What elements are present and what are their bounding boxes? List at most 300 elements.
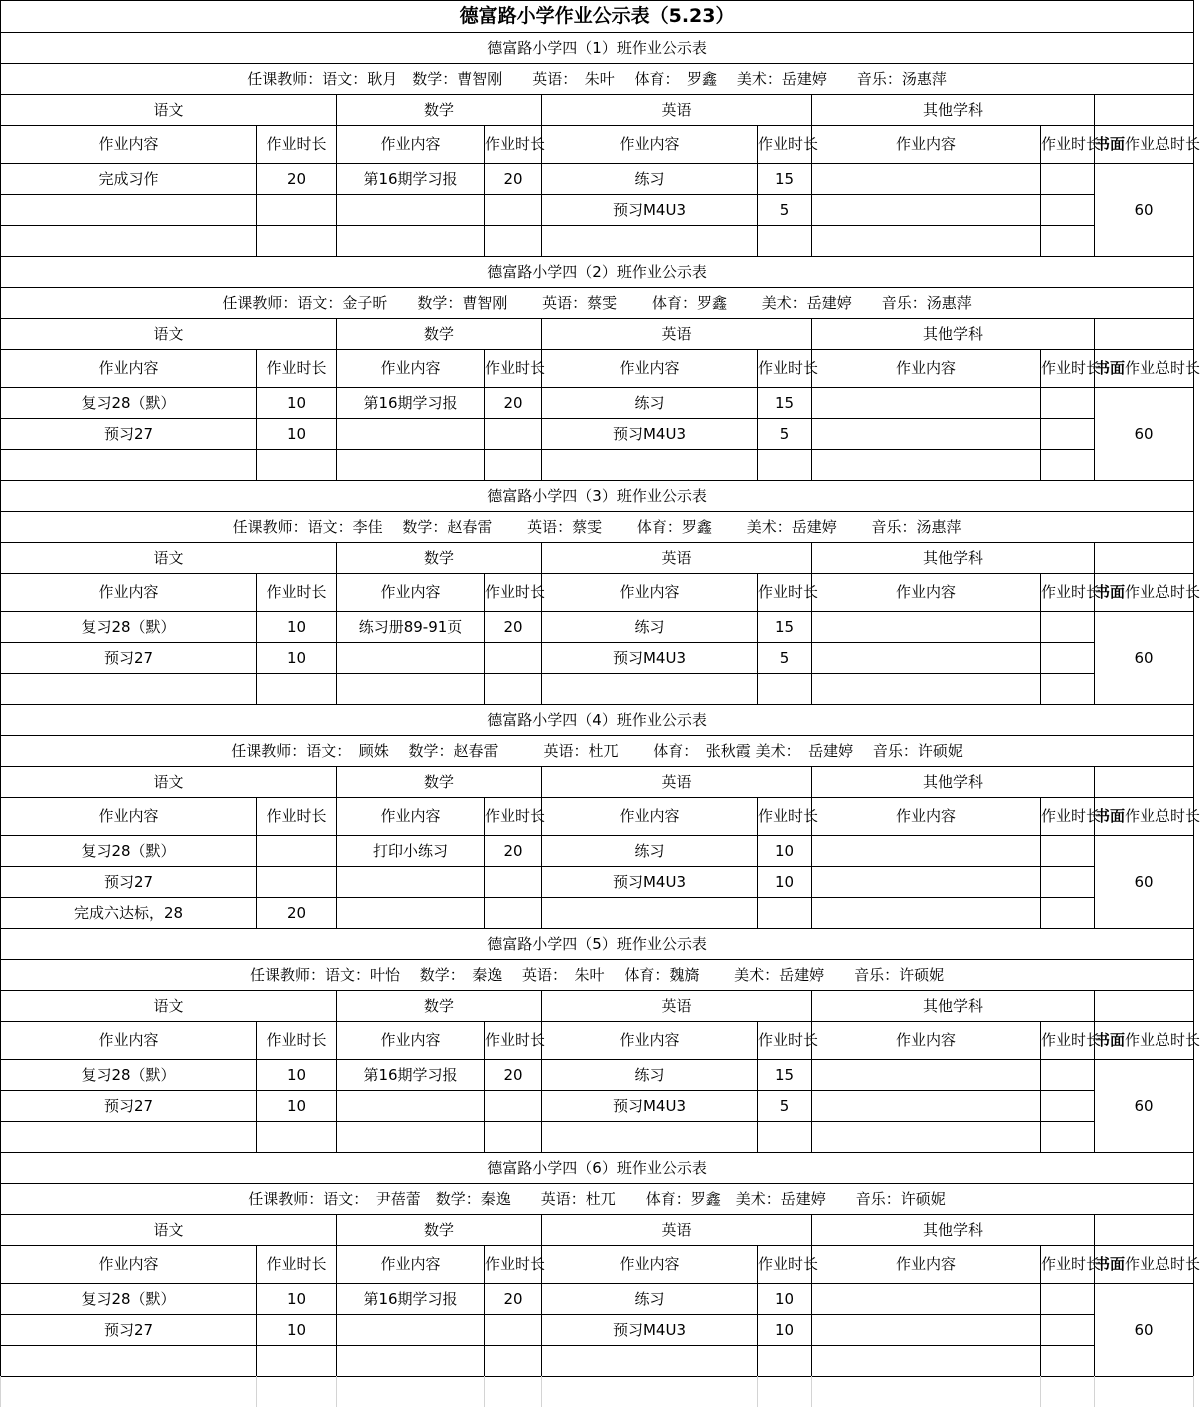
homework-row: [1, 164, 1194, 195]
column-header-row: [1, 350, 1194, 388]
header-total-rest: 作业总时长: [1125, 1255, 1200, 1273]
header-content: 作业内容: [542, 126, 758, 164]
header-duration: 作业时长: [257, 798, 337, 836]
column-header-row: [1, 1246, 1194, 1284]
english-task: [542, 898, 758, 929]
math-time: [485, 1315, 542, 1346]
math-time: 20: [485, 164, 542, 195]
subject-header-row: [1, 95, 1194, 126]
math-time: 20: [485, 388, 542, 419]
subject-header-math: 数学: [337, 991, 542, 1022]
teachers-row: [1, 64, 1194, 95]
homework-row: [1, 450, 1194, 481]
total-duration: 60: [1095, 1060, 1194, 1153]
chinese-time: 10: [257, 419, 337, 450]
class-title-row: [1, 257, 1194, 288]
gridline: [484, 1376, 485, 1407]
english-time: [758, 898, 812, 929]
teachers-line: 任课教师：语文：耿月 数学：曹智刚 英语： 朱叶 体育： 罗鑫 美术：岳建婷 音乐：汤惠萍: [1, 64, 1194, 95]
header-content: 作业内容: [542, 574, 758, 612]
english-task: 预习M4U3: [542, 195, 758, 226]
english-time: 15: [758, 388, 812, 419]
chinese-time: [257, 867, 337, 898]
chinese-time: 10: [257, 643, 337, 674]
sheet-title: 德富路小学作业公示表（5.23）: [1, 1, 1194, 33]
teachers-row: [1, 1184, 1194, 1215]
header-total-duration: [1095, 350, 1200, 388]
teachers-line: 任课教师：语文：金子昕 数学：曹智刚 英语：蔡雯 体育：罗鑫 美术：岳建婷 音乐：汤惠萍: [1, 288, 1194, 319]
math-time: [485, 867, 542, 898]
header-total-rest: 作业总时长: [1125, 135, 1200, 153]
math-time: [485, 226, 542, 257]
other-time: [1041, 612, 1095, 643]
chinese-time: 10: [257, 388, 337, 419]
subject-header-row: [1, 767, 1194, 798]
subject-header-row: [1, 991, 1194, 1022]
subject-header-row: [1, 319, 1194, 350]
english-time: [758, 1346, 812, 1377]
chinese-task: [1, 450, 257, 481]
math-task: [337, 226, 485, 257]
class-title: 德富路小学四（1）班作业公示表: [1, 33, 1194, 64]
chinese-task: 复习28（默）: [1, 1284, 257, 1315]
header-total-bold: 书面: [1095, 1255, 1126, 1273]
chinese-time: 20: [257, 164, 337, 195]
header-total-duration: [1095, 126, 1200, 164]
header-total-bold: 书面: [1095, 1031, 1126, 1049]
teachers-line: 任课教师：语文： 顾姝 数学：赵春雷 英语：杜兀 体育： 张秋霞 美术： 岳建婷 音乐：许硕妮: [1, 736, 1194, 767]
header-content: 作业内容: [812, 798, 1041, 836]
homework-row: [1, 1060, 1194, 1091]
homework-row: [1, 612, 1194, 643]
math-task: 第16期学习报: [337, 164, 485, 195]
english-task: 练习: [542, 164, 758, 195]
other-task: [812, 1060, 1041, 1091]
header-duration: 作业时长: [1041, 350, 1095, 388]
header-duration: 作业时长: [1041, 574, 1095, 612]
subject-header-row: [1, 543, 1194, 574]
english-time: [758, 1122, 812, 1153]
math-task: 第16期学习报: [337, 1284, 485, 1315]
subject-header-other: 其他学科: [812, 767, 1095, 798]
column-header-row: [1, 574, 1194, 612]
other-time: [1041, 1284, 1095, 1315]
sheet-title-row: [1, 1, 1194, 33]
chinese-time: 10: [257, 1060, 337, 1091]
header-duration: 作业时长: [485, 350, 542, 388]
homework-row: [1, 1315, 1194, 1346]
header-content: 作业内容: [337, 1246, 485, 1284]
chinese-time: 10: [257, 1315, 337, 1346]
english-time: 10: [758, 836, 812, 867]
math-time: 20: [485, 1284, 542, 1315]
other-time: [1041, 643, 1095, 674]
other-task: [812, 226, 1041, 257]
header-total-bold: 书面: [1095, 359, 1126, 377]
english-time: 5: [758, 1091, 812, 1122]
column-header-row: [1, 798, 1194, 836]
chinese-task: [1, 1346, 257, 1377]
class-title-row: [1, 1153, 1194, 1184]
header-content: 作业内容: [1, 1246, 257, 1284]
empty-grid-tail: [0, 1376, 1193, 1407]
header-duration: 作业时长: [485, 798, 542, 836]
english-task: [542, 1346, 758, 1377]
header-duration: 作业时长: [485, 1022, 542, 1060]
other-task: [812, 1315, 1041, 1346]
header-duration: 作业时长: [257, 126, 337, 164]
subject-header-blank: [1095, 767, 1194, 798]
header-total-duration: [1095, 1246, 1200, 1284]
subject-header-chinese: 语文: [1, 767, 337, 798]
math-task: 打印小练习: [337, 836, 485, 867]
header-total-bold: 书面: [1095, 135, 1126, 153]
subject-header-chinese: 语文: [1, 543, 337, 574]
math-task: 第16期学习报: [337, 388, 485, 419]
header-total-duration: [1095, 798, 1200, 836]
english-time: 15: [758, 164, 812, 195]
total-duration: 60: [1095, 836, 1194, 929]
other-task: [812, 388, 1041, 419]
english-task: 预习M4U3: [542, 419, 758, 450]
english-task: 练习: [542, 388, 758, 419]
header-content: 作业内容: [542, 1246, 758, 1284]
math-time: [485, 674, 542, 705]
english-task: 预习M4U3: [542, 643, 758, 674]
header-content: 作业内容: [812, 1246, 1041, 1284]
header-content: 作业内容: [337, 350, 485, 388]
header-content: 作业内容: [812, 350, 1041, 388]
gridline: [541, 1376, 542, 1407]
other-time: [1041, 1060, 1095, 1091]
math-time: [485, 195, 542, 226]
subject-header-english: 英语: [542, 543, 812, 574]
other-task: [812, 1284, 1041, 1315]
other-time: [1041, 1091, 1095, 1122]
math-task: 练习册89-91页: [337, 612, 485, 643]
header-duration: 作业时长: [1041, 1022, 1095, 1060]
header-duration: 作业时长: [485, 574, 542, 612]
teachers-row: [1, 736, 1194, 767]
subject-header-english: 英语: [542, 319, 812, 350]
subject-header-blank: [1095, 319, 1194, 350]
total-duration: 60: [1095, 1284, 1194, 1377]
other-time: [1041, 898, 1095, 929]
gridline: [811, 1376, 812, 1407]
other-time: [1041, 388, 1095, 419]
subject-header-math: 数学: [337, 95, 542, 126]
math-time: 20: [485, 1060, 542, 1091]
chinese-task: 复习28（默）: [1, 836, 257, 867]
math-task: [337, 643, 485, 674]
other-time: [1041, 836, 1095, 867]
subject-header-row: [1, 1215, 1194, 1246]
teachers-line: 任课教师：语文：叶怡 数学： 秦逸 英语： 朱叶 体育：魏旖 美术：岳建婷 音乐：许硕妮: [1, 960, 1194, 991]
header-content: 作业内容: [337, 798, 485, 836]
math-task: [337, 898, 485, 929]
english-task: 练习: [542, 836, 758, 867]
other-task: [812, 643, 1041, 674]
header-duration: 作业时长: [758, 798, 812, 836]
subject-header-english: 英语: [542, 95, 812, 126]
chinese-task: [1, 1122, 257, 1153]
english-time: 5: [758, 419, 812, 450]
homework-row: [1, 1091, 1194, 1122]
subject-header-english: 英语: [542, 991, 812, 1022]
english-task: 练习: [542, 612, 758, 643]
header-total-rest: 作业总时长: [1125, 359, 1200, 377]
math-task: [337, 674, 485, 705]
english-time: 15: [758, 612, 812, 643]
math-task: [337, 1122, 485, 1153]
math-time: [485, 419, 542, 450]
class-title-row: [1, 481, 1194, 512]
english-task: [542, 450, 758, 481]
english-time: 5: [758, 195, 812, 226]
header-content: 作业内容: [812, 574, 1041, 612]
chinese-time: [257, 836, 337, 867]
teachers-row: [1, 288, 1194, 319]
other-task: [812, 1091, 1041, 1122]
english-time: 10: [758, 1315, 812, 1346]
english-time: [758, 674, 812, 705]
math-time: [485, 450, 542, 481]
english-time: 15: [758, 1060, 812, 1091]
math-time: [485, 898, 542, 929]
header-duration: 作业时长: [485, 126, 542, 164]
subject-header-math: 数学: [337, 543, 542, 574]
header-duration: 作业时长: [758, 1022, 812, 1060]
chinese-task: 预习27: [1, 1315, 257, 1346]
total-duration: 60: [1095, 612, 1194, 705]
english-task: 练习: [542, 1060, 758, 1091]
subject-header-other: 其他学科: [812, 991, 1095, 1022]
header-content: 作业内容: [1, 126, 257, 164]
subject-header-math: 数学: [337, 319, 542, 350]
subject-header-chinese: 语文: [1, 1215, 337, 1246]
math-task: [337, 867, 485, 898]
english-time: 10: [758, 867, 812, 898]
math-time: [485, 1091, 542, 1122]
subject-header-math: 数学: [337, 767, 542, 798]
class-title: 德富路小学四（6）班作业公示表: [1, 1153, 1194, 1184]
teachers-line: 任课教师：语文：李佳 数学：赵春雷 英语：蔡雯 体育：罗鑫 美术：岳建婷 音乐：汤惠萍: [1, 512, 1194, 543]
header-content: 作业内容: [1, 350, 257, 388]
other-task: [812, 164, 1041, 195]
subject-header-blank: [1095, 95, 1194, 126]
header-total-duration: [1095, 1022, 1200, 1060]
gridline: [256, 1376, 257, 1407]
header-content: 作业内容: [337, 126, 485, 164]
chinese-task: [1, 226, 257, 257]
subject-header-blank: [1095, 991, 1194, 1022]
class-title: 德富路小学四（5）班作业公示表: [1, 929, 1194, 960]
english-time: 5: [758, 643, 812, 674]
subject-header-english: 英语: [542, 1215, 812, 1246]
header-total-bold: 书面: [1095, 807, 1126, 825]
other-task: [812, 612, 1041, 643]
class-title: 德富路小学四（2）班作业公示表: [1, 257, 1194, 288]
math-time: [485, 1346, 542, 1377]
teachers-line: 任课教师：语文： 尹蓓蕾 数学：秦逸 英语：杜兀 体育：罗鑫 美术：岳建婷 音乐：许硕妮: [1, 1184, 1194, 1215]
homework-row: [1, 836, 1194, 867]
subject-header-other: 其他学科: [812, 95, 1095, 126]
math-task: [337, 1315, 485, 1346]
english-time: [758, 450, 812, 481]
gridline: [336, 1376, 337, 1407]
chinese-time: 20: [257, 898, 337, 929]
header-total-rest: 作业总时长: [1125, 807, 1200, 825]
chinese-time: 10: [257, 1091, 337, 1122]
teachers-row: [1, 960, 1194, 991]
chinese-time: [257, 226, 337, 257]
header-duration: 作业时长: [257, 574, 337, 612]
english-time: [758, 226, 812, 257]
homework-row: [1, 226, 1194, 257]
homework-row: [1, 1284, 1194, 1315]
english-task: 预习M4U3: [542, 1315, 758, 1346]
chinese-task: [1, 674, 257, 705]
chinese-task: 复习28（默）: [1, 388, 257, 419]
english-task: 预习M4U3: [542, 1091, 758, 1122]
header-duration: 作业时长: [758, 350, 812, 388]
header-content: 作业内容: [812, 126, 1041, 164]
header-content: 作业内容: [1, 798, 257, 836]
header-duration: 作业时长: [1041, 798, 1095, 836]
subject-header-chinese: 语文: [1, 319, 337, 350]
header-duration: 作业时长: [257, 1022, 337, 1060]
homework-row: [1, 867, 1194, 898]
math-time: [485, 643, 542, 674]
subject-header-blank: [1095, 1215, 1194, 1246]
chinese-time: [257, 674, 337, 705]
header-content: 作业内容: [812, 1022, 1041, 1060]
other-task: [812, 195, 1041, 226]
subject-header-other: 其他学科: [812, 543, 1095, 574]
chinese-task: 预习27: [1, 1091, 257, 1122]
column-header-row: [1, 126, 1194, 164]
chinese-task: 预习27: [1, 867, 257, 898]
chinese-task: [1, 195, 257, 226]
subject-header-chinese: 语文: [1, 991, 337, 1022]
other-time: [1041, 419, 1095, 450]
other-time: [1041, 867, 1095, 898]
homework-row: [1, 419, 1194, 450]
other-time: [1041, 1346, 1095, 1377]
class-title-row: [1, 33, 1194, 64]
other-time: [1041, 1315, 1095, 1346]
other-time: [1041, 674, 1095, 705]
header-duration: 作业时长: [1041, 1246, 1095, 1284]
subject-header-english: 英语: [542, 767, 812, 798]
chinese-time: [257, 1346, 337, 1377]
chinese-task: 完成习作: [1, 164, 257, 195]
column-header-row: [1, 1022, 1194, 1060]
chinese-time: 10: [257, 1284, 337, 1315]
math-task: [337, 195, 485, 226]
header-total-duration: [1095, 574, 1200, 612]
homework-row: [1, 1346, 1194, 1377]
header-duration: 作业时长: [1041, 126, 1095, 164]
header-content: 作业内容: [337, 574, 485, 612]
math-time: 20: [485, 612, 542, 643]
class-title: 德富路小学四（4）班作业公示表: [1, 705, 1194, 736]
header-total-bold: 书面: [1095, 583, 1126, 601]
homework-row: [1, 674, 1194, 705]
other-time: [1041, 226, 1095, 257]
total-duration: 60: [1095, 388, 1194, 481]
other-task: [812, 867, 1041, 898]
english-task: [542, 1122, 758, 1153]
chinese-task: 预习27: [1, 419, 257, 450]
class-title: 德富路小学四（3）班作业公示表: [1, 481, 1194, 512]
subject-header-chinese: 语文: [1, 95, 337, 126]
chinese-task: 预习27: [1, 643, 257, 674]
math-task: [337, 450, 485, 481]
header-duration: 作业时长: [257, 350, 337, 388]
homework-row: [1, 388, 1194, 419]
header-duration: 作业时长: [758, 126, 812, 164]
header-content: 作业内容: [542, 1022, 758, 1060]
header-total-rest: 作业总时长: [1125, 1031, 1200, 1049]
gridline: [1040, 1376, 1041, 1407]
math-task: 第16期学习报: [337, 1060, 485, 1091]
homework-row: [1, 1122, 1194, 1153]
subject-header-other: 其他学科: [812, 319, 1095, 350]
header-content: 作业内容: [337, 1022, 485, 1060]
math-task: [337, 1091, 485, 1122]
math-task: [337, 1346, 485, 1377]
gridline: [1193, 1376, 1194, 1407]
chinese-time: [257, 195, 337, 226]
homework-row: [1, 643, 1194, 674]
header-content: 作业内容: [1, 1022, 257, 1060]
total-duration: 60: [1095, 164, 1194, 257]
header-total-rest: 作业总时长: [1125, 583, 1200, 601]
other-task: [812, 1346, 1041, 1377]
class-title-row: [1, 929, 1194, 960]
header-content: 作业内容: [1, 574, 257, 612]
other-task: [812, 836, 1041, 867]
header-duration: 作业时长: [485, 1246, 542, 1284]
class-title-row: [1, 705, 1194, 736]
english-time: 10: [758, 1284, 812, 1315]
gridline: [1094, 1376, 1095, 1407]
other-task: [812, 674, 1041, 705]
other-time: [1041, 1122, 1095, 1153]
english-task: [542, 674, 758, 705]
header-duration: 作业时长: [758, 1246, 812, 1284]
gridline: [0, 1376, 1, 1407]
subject-header-math: 数学: [337, 1215, 542, 1246]
math-time: 20: [485, 836, 542, 867]
header-content: 作业内容: [542, 350, 758, 388]
math-time: [485, 1122, 542, 1153]
chinese-time: [257, 450, 337, 481]
header-duration: 作业时长: [758, 574, 812, 612]
english-task: [542, 226, 758, 257]
teachers-row: [1, 512, 1194, 543]
chinese-task: 复习28（默）: [1, 612, 257, 643]
homework-row: [1, 898, 1194, 929]
chinese-task: 完成六达标，28: [1, 898, 257, 929]
subject-header-other: 其他学科: [812, 1215, 1095, 1246]
other-time: [1041, 164, 1095, 195]
math-task: [337, 419, 485, 450]
chinese-time: 10: [257, 612, 337, 643]
english-task: 预习M4U3: [542, 867, 758, 898]
other-time: [1041, 195, 1095, 226]
